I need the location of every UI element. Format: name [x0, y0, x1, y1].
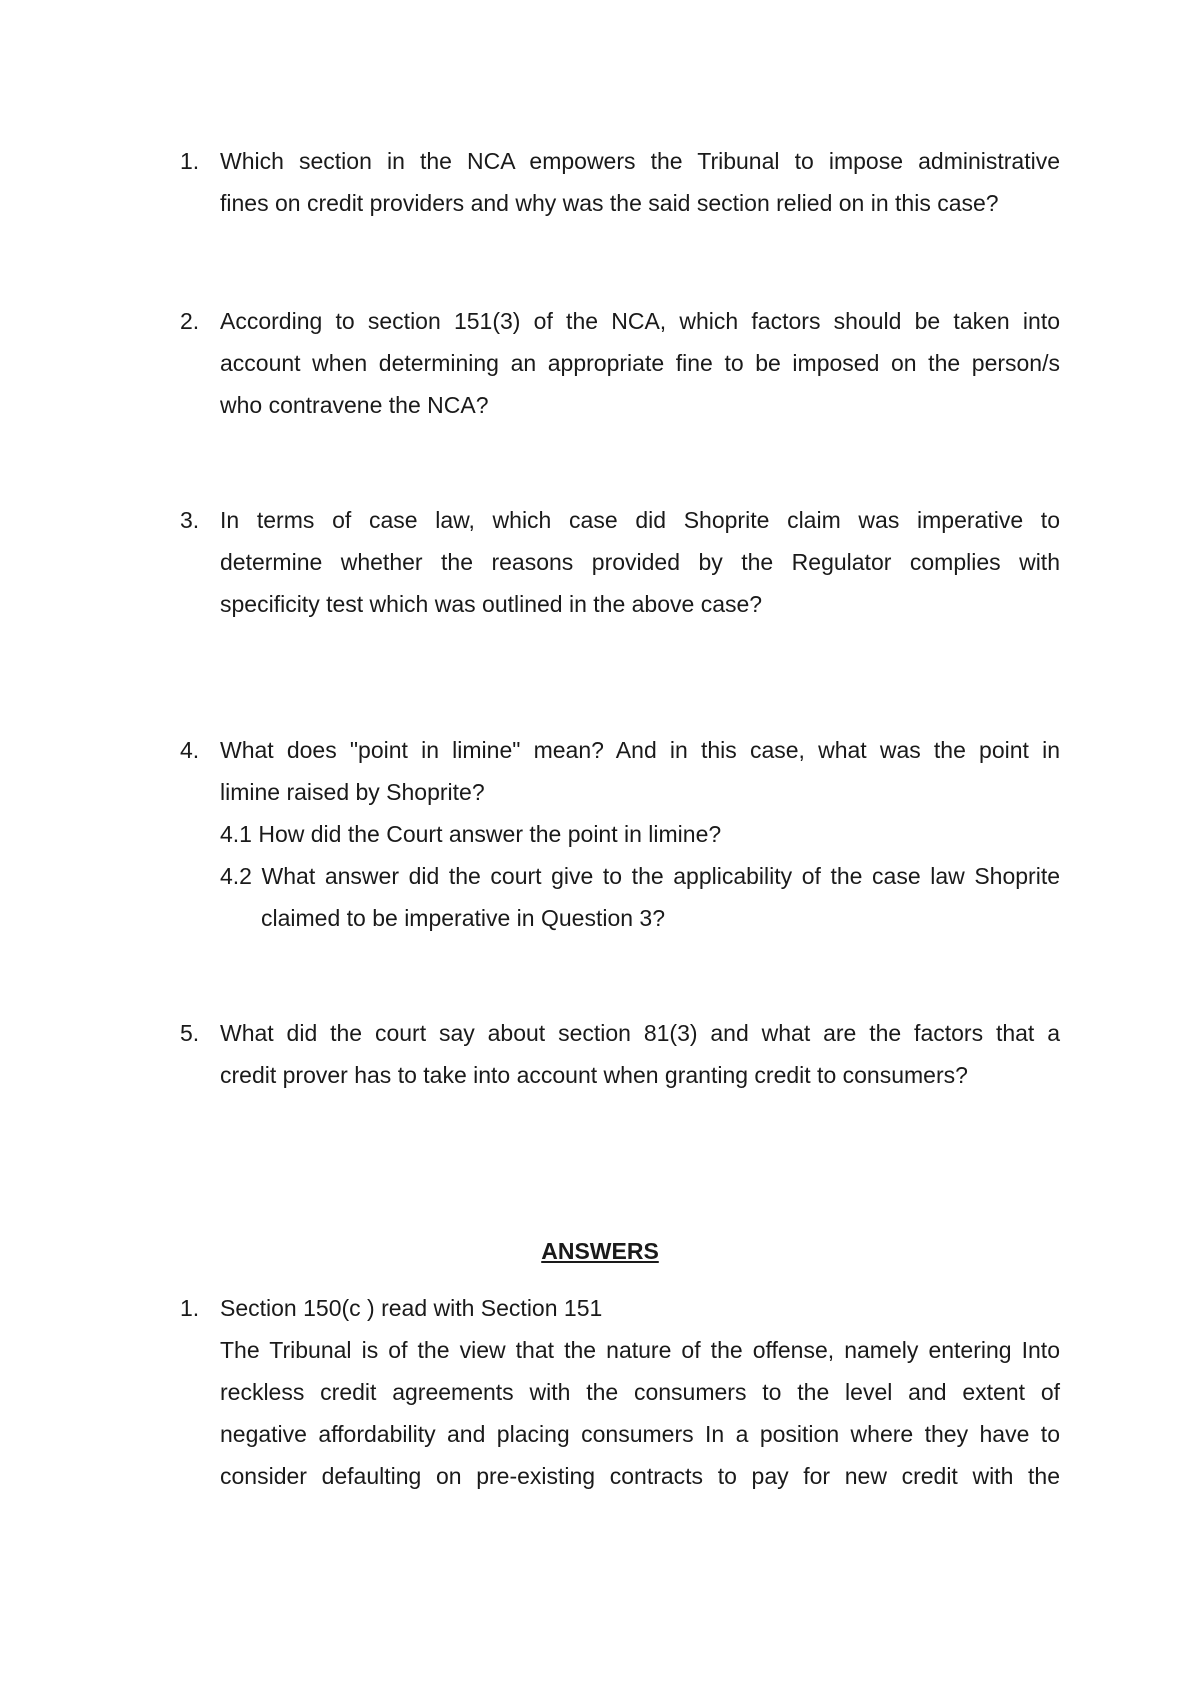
answer-text-line: reckless credit agreements with the consumers to the level and extent of [220, 1379, 1060, 1405]
question-text-line: What does "point in limine" mean? And in this case, what was the point in [220, 737, 1060, 763]
question-text-line: fines on credit providers and why was the said section relied on in this case? [220, 190, 999, 216]
question-number: 5. [180, 1020, 200, 1046]
sub-question-4-2-continued: claimed to be imperative in Question 3? [261, 905, 665, 931]
question-number: 4. [180, 737, 200, 763]
answer-text-line: negative affordability and placing consumers In a position where they have to [220, 1421, 1060, 1447]
question-text-line: limine raised by Shoprite? [220, 779, 485, 805]
question-text-line: In terms of case law, which case did Shoprite claim was imperative to [220, 507, 1060, 533]
question-number: 1. [180, 148, 200, 174]
question-5 [180, 1012, 1060, 1096]
answer-text-line: consider defaulting on pre-existing contracts to pay for new credit with the [220, 1463, 1060, 1489]
answer-number: 1. [180, 1295, 200, 1321]
answer-title: Section 150(c ) read with Section 151 [220, 1295, 603, 1321]
question-number: 2. [180, 308, 200, 334]
question-text-line: specificity test which was outlined in the above case? [220, 591, 763, 617]
sub-question-4-1: 4.1 How did the Court answer the point in limine? [220, 821, 722, 847]
answers-heading: ANSWERS [541, 1238, 659, 1264]
question-text-line: credit prover has to take into account when granting credit to consumers? [220, 1062, 968, 1088]
question-2 [180, 300, 1060, 426]
question-text-line: According to section 151(3) of the NCA, which factors should be taken into [220, 308, 1060, 334]
question-text-line: who contravene the NCA? [220, 392, 489, 418]
question-text-line: What did the court say about section 81(3) and what are the factors that a [220, 1020, 1060, 1046]
answer-1 [180, 1287, 1060, 1497]
question-text-line: Which section in the NCA empowers the Tribunal to impose administrative [220, 148, 1060, 174]
question-text-line: determine whether the reasons provided by the Regulator complies with [220, 549, 1060, 575]
question-3 [180, 499, 1060, 625]
question-text-line: account when determining an appropriate fine to be imposed on the person/s [220, 350, 1060, 376]
question-number: 3. [180, 507, 200, 533]
answer-text-line: The Tribunal is of the view that the nature of the offense, namely entering Into [220, 1337, 1060, 1363]
question-1 [180, 140, 1060, 224]
question-4 [180, 729, 1060, 939]
sub-question-4-2: 4.2 What answer did the court give to the applicability of the case law Shoprite [220, 863, 1060, 889]
